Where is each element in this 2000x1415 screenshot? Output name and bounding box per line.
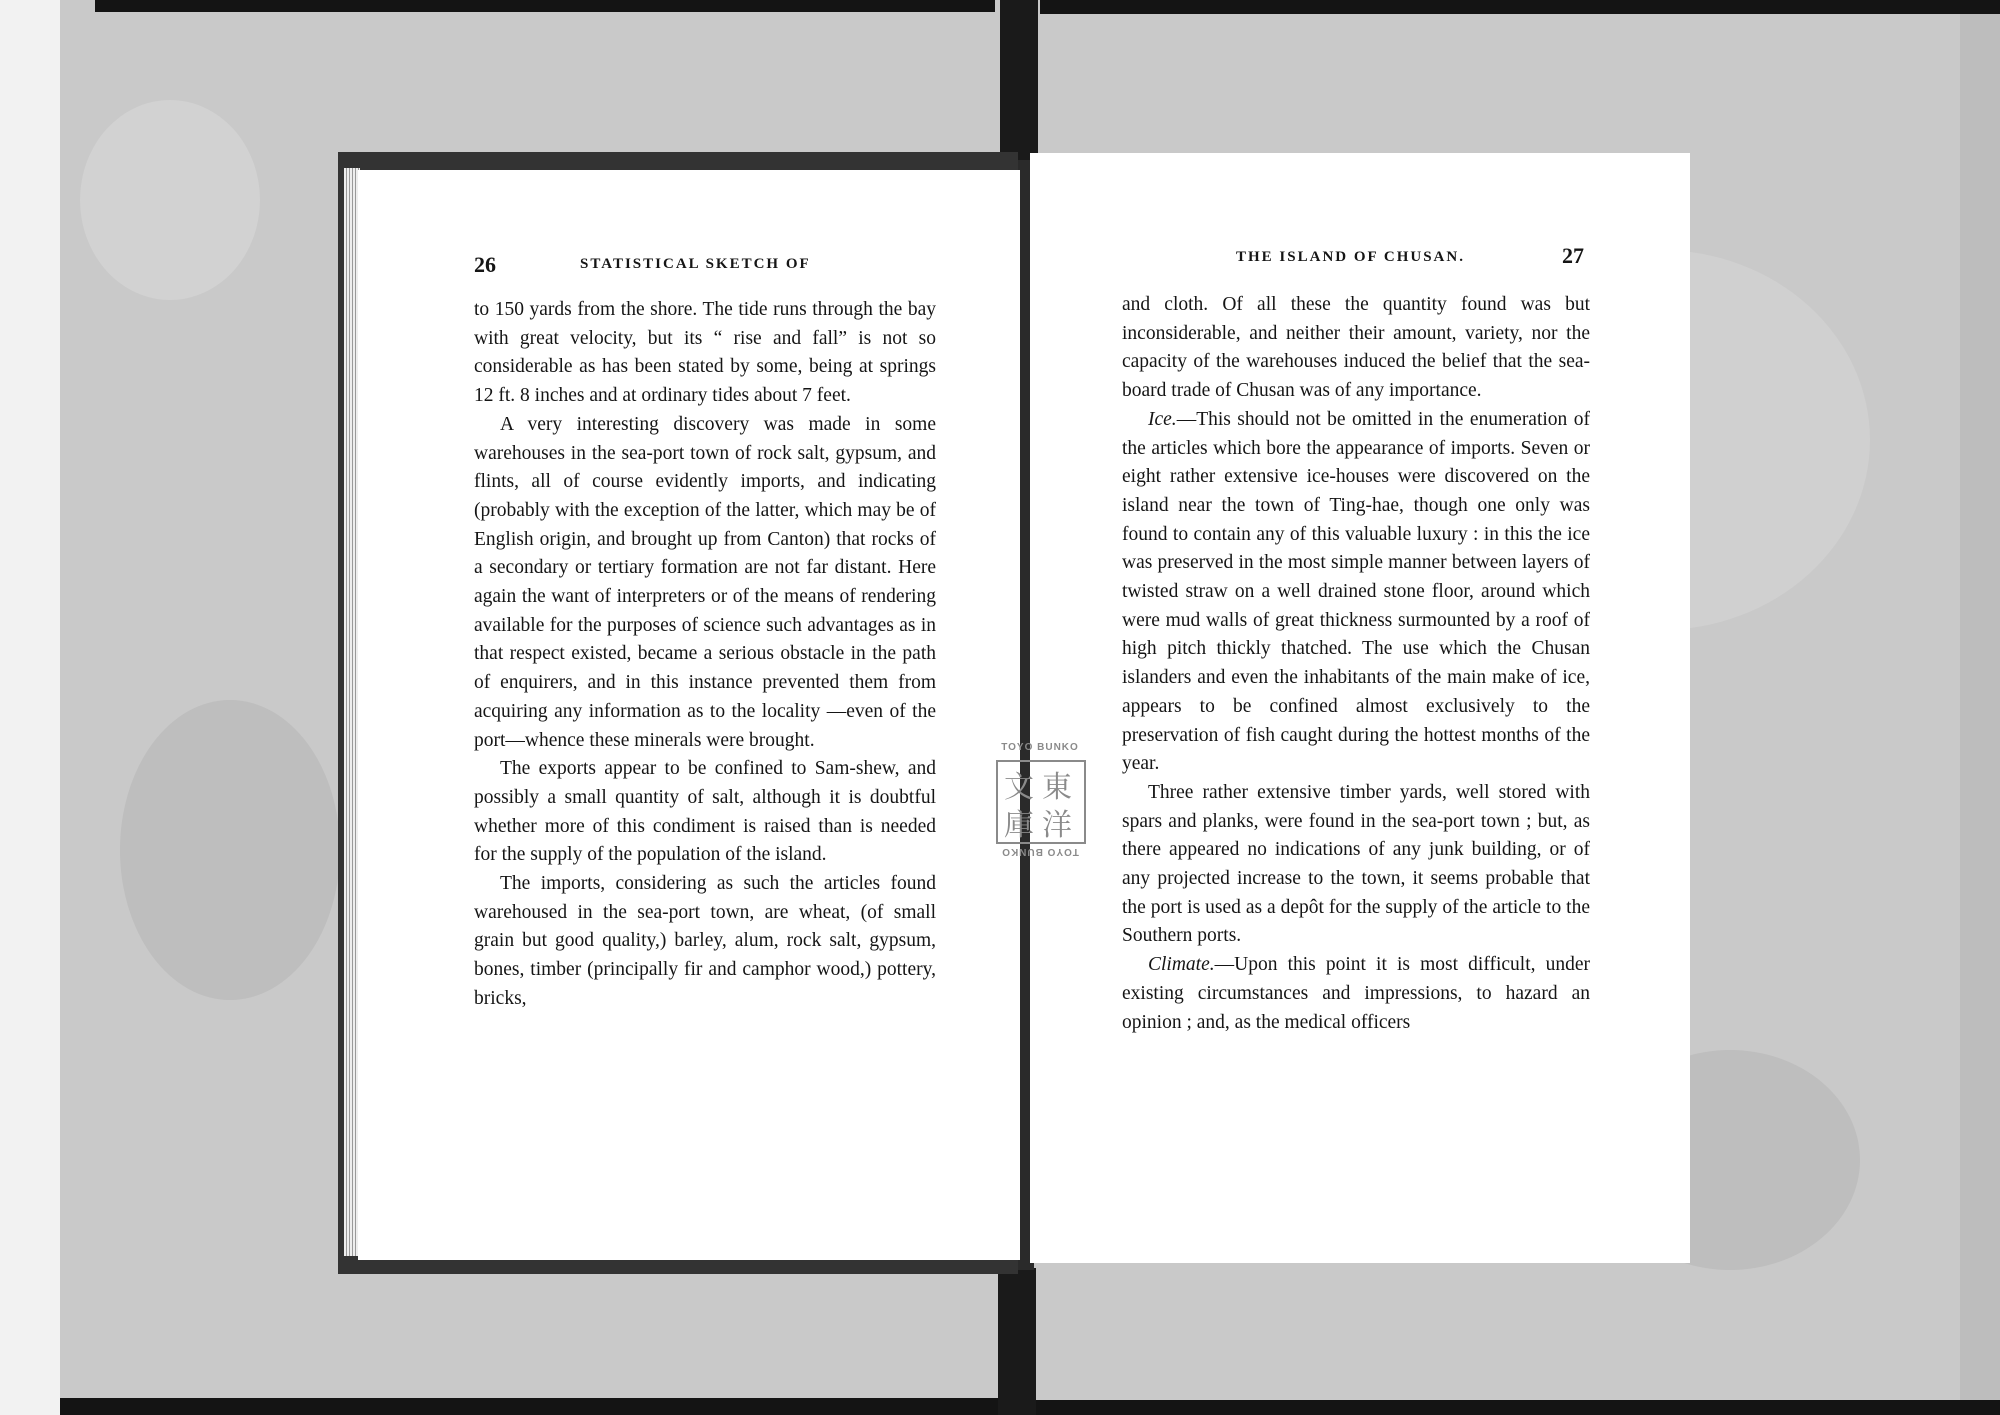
scan-border-top-left (95, 0, 995, 12)
paragraph (1122, 406, 1590, 779)
library-stamp (978, 742, 1102, 860)
stamp-glyph: 東 (1042, 770, 1072, 805)
scan-border-bottom-left (60, 1398, 1000, 1415)
gutter-shadow-top (1000, 0, 1038, 165)
scan-margin-left (0, 0, 60, 1415)
page-body (1122, 291, 1590, 1037)
page-number: 27 (1562, 243, 1584, 268)
running-head: STATISTICAL SKETCH OF (580, 256, 811, 272)
left-page (358, 170, 1020, 1260)
background-shadow (80, 100, 260, 300)
stamp-glyph: 文 (1004, 770, 1034, 805)
gutter-shadow-bottom (998, 1268, 1036, 1415)
background-shadow (120, 700, 340, 1000)
paragraph: The imports, considering as such the articles found warehoused in the sea-port town, are wheat, (of small grain but good quality,) barley, alum, rock salt, gypsum, bones, timber (principally fir and camphor wood,) pottery, bricks, (474, 873, 936, 1009)
page-body (474, 296, 936, 1014)
paragraph-text: —Upon this point it is most difficult, under existing circumstances and impressions, to hazard an opinion ; and, as the medical officers (1122, 954, 1590, 1033)
paragraph: The exports appear to be confined to Sam-shew, and possibly a small quantity of salt, although it is doubtful whether more of this condiment is raised than is needed for the supply of the population of the island. (474, 758, 936, 866)
section-lead: Ice. (1148, 408, 1177, 430)
scan-border-bottom-right (1030, 1400, 2000, 1415)
paragraph: Three rather extensive timber yards, well stored with spars and planks, were found in the sea-port town ; but, as there appeared no indications of any junk building, or of any projected increase to the town, it seems probable that the port is used as a depôt for the supply of the article to the Southern ports. (1122, 781, 1590, 947)
stamp-glyph: 庫 (1004, 808, 1034, 843)
running-head: THE ISLAND OF CHUSAN. (1236, 249, 1465, 265)
right-page (1030, 153, 1690, 1263)
scan-margin-right (1960, 0, 2000, 1415)
stamp-bottom-text: TOYO BUNKO (1001, 846, 1079, 857)
paragraph: to 150 yards from the shore. The tide runs through the bay with great velocity, but its “ rise and fall” is not so considerable as has been stated by some, being at springs 12 ft. 8 inches and at ordinary tides about 7 feet. (474, 299, 936, 407)
stamp-top-text: TOYO BUNKO (1001, 742, 1079, 753)
page-number: 26 (474, 252, 496, 277)
paragraph: A very interesting discovery was made in some warehouses in the sea-port town of rock salt, gypsum, and flints, all of course evidently imports, and indicating (probably with the exception of the latter, which may be of English origin, and brought up from Canton) that rocks of a secondary or tertiary formation are not far distant. Here again the want of interpreters or of the means of rendering available for the purposes of science such advantages as in that respect existed, became a serious obstacle in the path of enquirers, and in this instance prevented them from acquiring any information as to the locality —even of the port—whence these minerals were brought. (474, 413, 936, 751)
section-lead: Climate. (1148, 954, 1215, 976)
stamp-seal (996, 760, 1086, 844)
paragraph-text: —This should not be omitted in the enumeration of the articles which bore the appearance of imports. Seven or eight rather extensive ice-houses were discovered on the island near the town of Ting-hae, though one only was found to contain any of this valuable luxury : in this the ice was preserved in the most simple manner between layers of twisted straw on a well drained stone floor, around which were mud walls of great thickness surmounted by a roof of high pitch thickly thatched. The use which the Chusan islanders and even the inhabitants of the main make of ice, appears to be confined almost exclusively to the preservation of fish caught during the hottest months of the year. (1122, 408, 1590, 775)
paragraph (1122, 951, 1590, 1037)
paragraph: and cloth. Of all these the quantity found was but inconsiderable, and neither their amount, variety, nor the capacity of the warehouses induced the belief that the sea-board trade of Chusan was of any importance. (1122, 294, 1590, 402)
stamp-glyph: 洋 (1042, 808, 1072, 843)
scan-border-top-right (1040, 0, 2000, 14)
